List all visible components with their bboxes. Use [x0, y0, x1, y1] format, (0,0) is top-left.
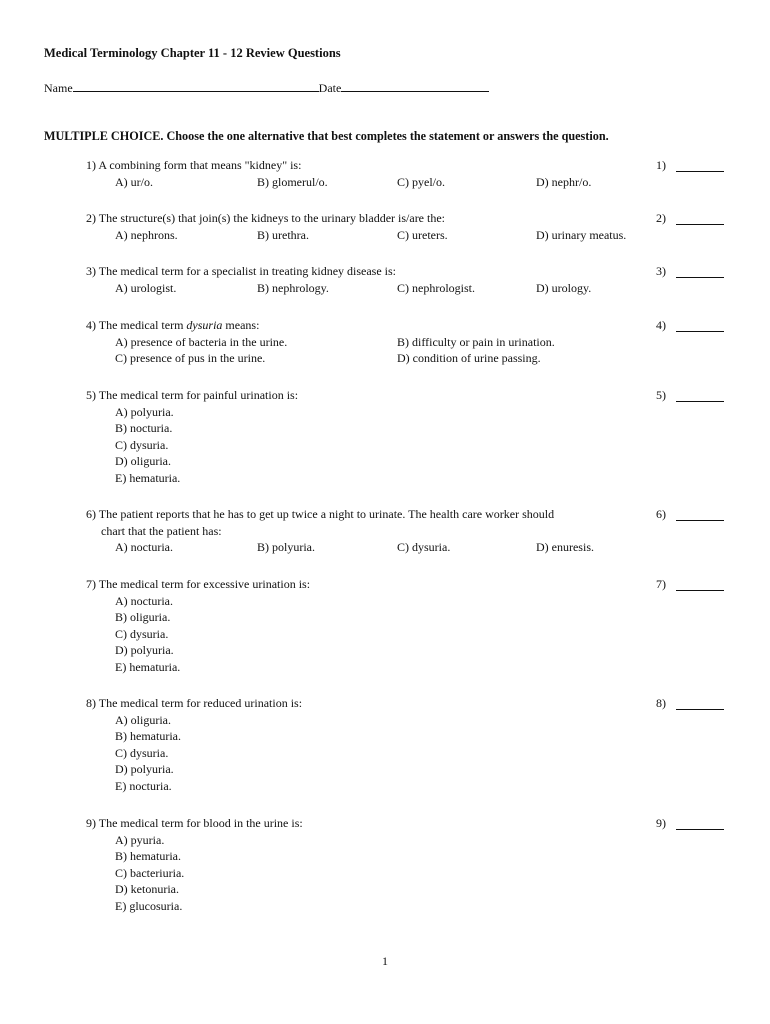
option-d: D) nephr/o. — [536, 174, 592, 189]
question-stem: 3) The medical term for a specialist in treating kidney disease is: — [86, 264, 397, 278]
question-6 — [86, 506, 726, 556]
option-c: C) dysuria. — [115, 437, 169, 452]
option-b: B) difficulty or pain in urination. — [397, 334, 555, 349]
answer-blank[interactable] — [676, 331, 724, 332]
question-2 — [86, 210, 726, 243]
stem-line: 6) The patient reports that he has to get up twice a night to urinate. The health care worker should — [86, 507, 555, 521]
option-d: D) urology. — [536, 280, 592, 295]
name-date-row — [44, 79, 489, 97]
question-stem — [86, 506, 646, 539]
options-row — [86, 280, 726, 297]
medical-term: dysuria — [186, 318, 223, 332]
option-c: C) presence of pus in the urine. — [115, 351, 266, 365]
options-row — [86, 174, 726, 191]
option-e: E) glucosuria. — [115, 898, 183, 913]
options-row — [86, 539, 726, 556]
date-field[interactable] — [341, 79, 489, 92]
question-stem: 2) The structure(s) that join(s) the kidneys to the urinary bladder is/are the: — [86, 211, 446, 225]
option-a: A) presence of bacteria in the urine. — [115, 334, 288, 349]
answer-blank[interactable] — [676, 224, 724, 225]
options-row — [86, 334, 726, 351]
stem-text: 4) The medical term — [86, 318, 187, 332]
question-1 — [86, 157, 726, 190]
option-b: B) oliguria. — [115, 610, 171, 624]
question-9 — [86, 815, 726, 914]
option-b: B) nephrology. — [257, 280, 329, 295]
answer-number: 6) — [656, 507, 666, 521]
answer-blank[interactable] — [676, 401, 724, 402]
option-b: B) hematuria. — [115, 729, 181, 743]
option-b: B) nocturia. — [115, 421, 173, 435]
option-a: A) ur/o. — [115, 174, 153, 189]
answer-blank[interactable] — [676, 277, 724, 278]
answer-blank[interactable] — [676, 590, 724, 591]
answer-blank[interactable] — [676, 520, 724, 521]
stem-text: means: — [222, 318, 260, 332]
answer-number: 8) — [656, 696, 666, 710]
answer-number: 2) — [656, 211, 666, 225]
question-stem: 9) The medical term for blood in the urine is: — [86, 816, 303, 830]
answer-blank[interactable] — [676, 829, 724, 830]
question-7 — [86, 576, 726, 675]
option-c: C) pyel/o. — [397, 174, 445, 189]
options-row — [86, 350, 726, 367]
option-d: D) polyuria. — [115, 762, 174, 776]
option-d: D) oliguria. — [115, 454, 171, 468]
answer-number: 7) — [656, 577, 666, 591]
date-label: Date — [318, 81, 342, 95]
name-label: Name — [44, 81, 73, 95]
option-d: D) condition of urine passing. — [397, 351, 541, 365]
answer-number: 5) — [656, 388, 666, 402]
option-c: C) nephrologist. — [397, 280, 475, 295]
question-stem — [86, 317, 626, 334]
option-e: E) hematuria. — [115, 470, 181, 485]
answer-blank[interactable] — [676, 171, 724, 172]
answer-number: 1) — [656, 158, 666, 172]
option-a: A) nephrons. — [115, 227, 178, 242]
option-c: C) dysuria. — [115, 626, 169, 641]
question-stem: 5) The medical term for painful urination is: — [86, 388, 299, 402]
answer-blank[interactable] — [676, 709, 724, 710]
option-b: B) polyuria. — [257, 540, 315, 554]
question-3 — [86, 263, 726, 296]
name-field[interactable] — [73, 79, 319, 92]
option-c: C) ureters. — [397, 227, 448, 242]
option-a: A) urologist. — [115, 280, 177, 295]
option-b: B) urethra. — [257, 227, 309, 242]
document-title: Medical Terminology Chapter 11 - 12 Review Questions — [44, 46, 341, 60]
option-d: D) polyuria. — [115, 643, 174, 657]
option-a: A) nocturia. — [115, 593, 173, 608]
question-8 — [86, 695, 726, 794]
answer-number: 9) — [656, 816, 666, 830]
question-5 — [86, 387, 726, 486]
option-b: B) glomerul/o. — [257, 174, 328, 189]
page-number: 1 — [382, 954, 388, 968]
question-stem: 8) The medical term for reduced urination is: — [86, 696, 303, 710]
option-d: D) ketonuria. — [115, 882, 179, 896]
option-a: A) oliguria. — [115, 712, 171, 727]
option-d: D) urinary meatus. — [536, 227, 627, 242]
option-c: C) dysuria. — [397, 540, 451, 554]
option-c: C) dysuria. — [115, 745, 169, 760]
options-row — [86, 227, 726, 244]
option-a: A) nocturia. — [115, 540, 173, 554]
option-d: D) enuresis. — [536, 540, 594, 554]
question-stem: 7) The medical term for excessive urination is: — [86, 577, 311, 591]
answer-number: 4) — [656, 318, 666, 332]
question-4 — [86, 317, 726, 367]
option-e: E) hematuria. — [115, 659, 181, 674]
stem-line: chart that the patient has: — [101, 523, 222, 538]
option-a: A) polyuria. — [115, 404, 174, 419]
instructions: MULTIPLE CHOICE. Choose the one alternative that best completes the statement or answers the question. — [44, 129, 609, 143]
answer-number: 3) — [656, 264, 666, 278]
question-stem: 1) A combining form that means "kidney" is: — [86, 158, 302, 172]
option-b: B) hematuria. — [115, 849, 181, 863]
option-c: C) bacteriuria. — [115, 865, 185, 880]
option-e: E) nocturia. — [115, 778, 172, 793]
option-a: A) pyuria. — [115, 832, 165, 847]
